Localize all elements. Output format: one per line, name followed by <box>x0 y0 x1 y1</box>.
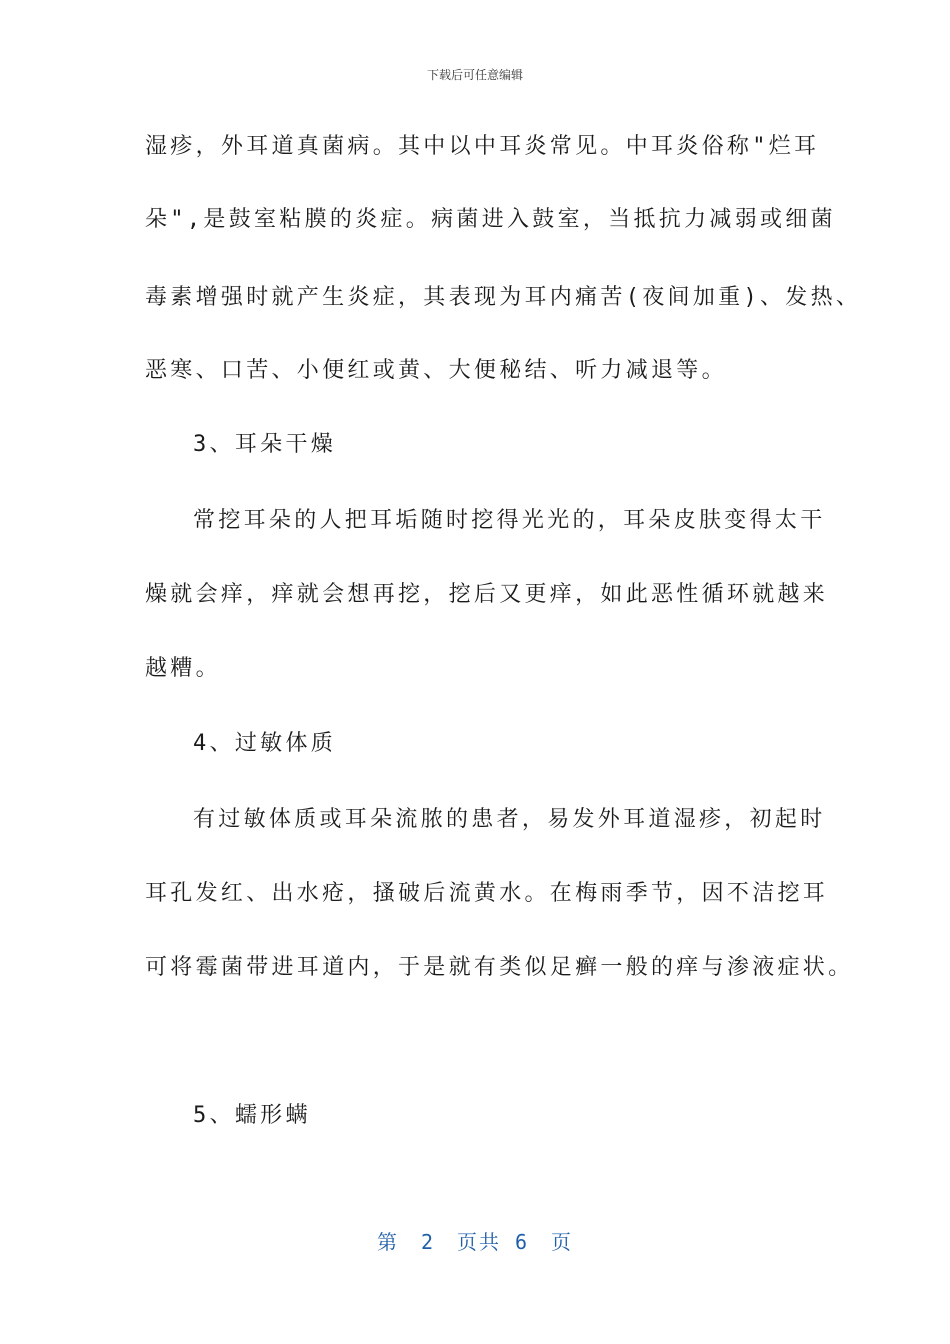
section-heading: 4、过敏体质 <box>193 731 337 756</box>
body-line: 燥就会痒，痒就会想再挖，挖后又更痒，如此恶性循环就越来 <box>145 582 829 607</box>
body-line: 耳孔发红、出水疮，搔破后流黄水。在梅雨季节，因不洁挖耳 <box>145 881 829 906</box>
footer-label-ye-gong: 页共 <box>457 1230 501 1254</box>
footer-label-ye: 页 <box>551 1230 574 1254</box>
body-line: 恶寒、口苦、小便红或黄、大便秘结、听力减退等。 <box>145 358 727 383</box>
footer-page-total: 6 <box>515 1230 530 1254</box>
body-line: 越糟。 <box>145 656 221 681</box>
page-header-note: 下载后可任意编辑 <box>426 68 523 82</box>
section-heading: 5、蠕形螨 <box>193 1103 311 1128</box>
page-footer <box>0 1226 950 1255</box>
body-line: 可将霉菌带进耳道内，于是就有类似足癣一般的痒与渗液症状。 <box>145 955 854 980</box>
footer-page-current: 2 <box>420 1230 435 1254</box>
body-line: 常挖耳朵的人把耳垢随时挖得光光的，耳朵皮肤变得太干 <box>193 508 826 533</box>
footer-label-di: 第 <box>376 1230 399 1254</box>
body-line: 毒素增强时就产生炎症，其表现为耳内痛苦(夜间加重)、发热、 <box>145 285 862 310</box>
body-line: 湿疹，外耳道真菌病。其中以中耳炎常见。中耳炎俗称"烂耳 <box>145 134 820 159</box>
body-line: 朵",是鼓室粘膜的炎症。病菌进入鼓室，当抵抗力减弱或细菌 <box>145 207 836 232</box>
section-heading: 3、耳朵干燥 <box>193 432 337 457</box>
body-line: 有过敏体质或耳朵流脓的患者，易发外耳道湿疹，初起时 <box>193 807 826 832</box>
